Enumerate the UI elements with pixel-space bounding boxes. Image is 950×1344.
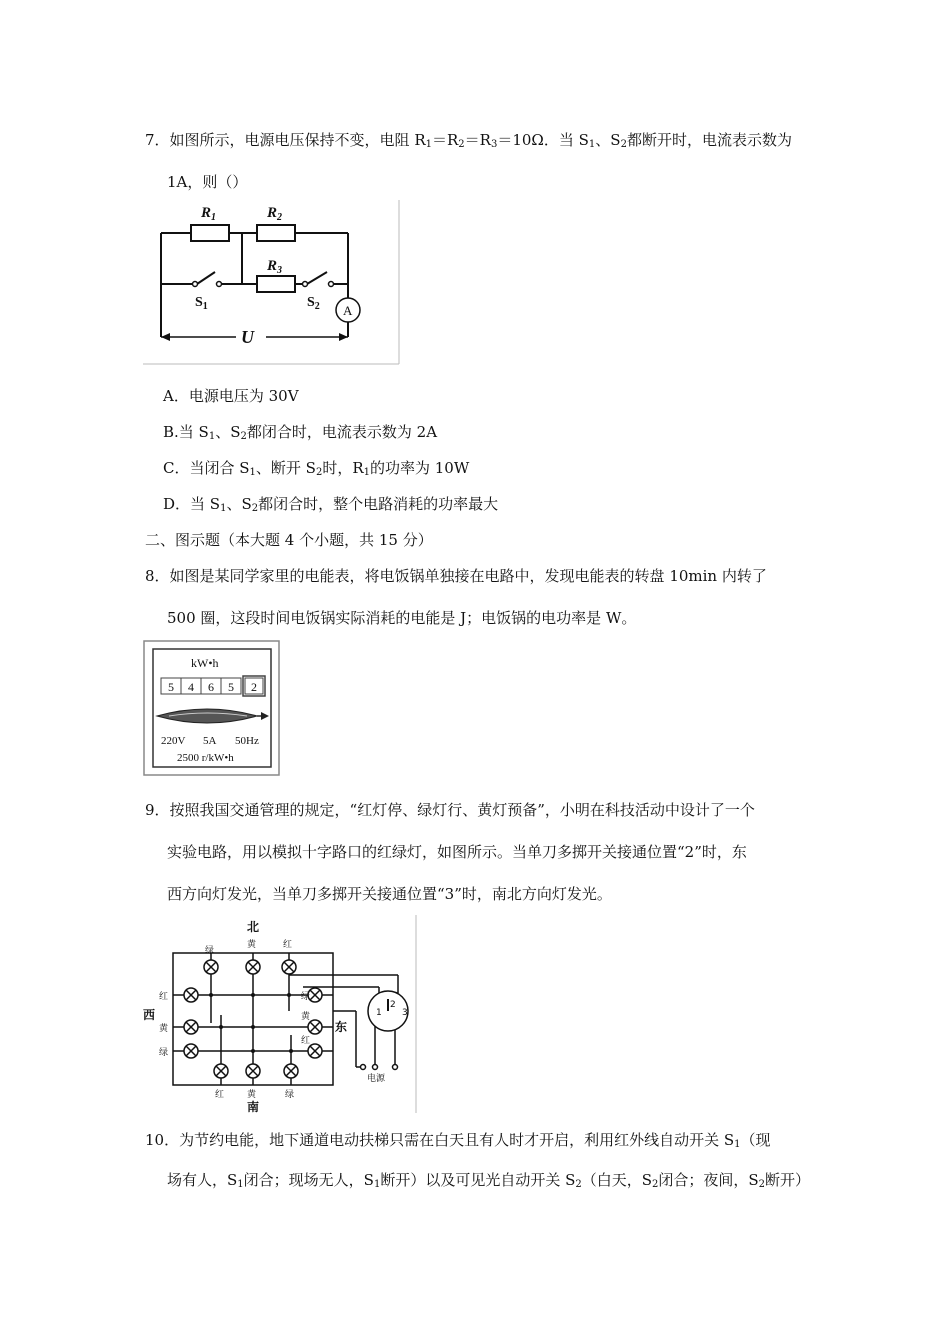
q7-stem-text: 7．如图所示，电源电压保持不变，电阻 R <box>145 131 426 149</box>
direction-north: 北 <box>247 920 260 934</box>
lamp-icon <box>204 960 218 974</box>
subscript: 1 <box>211 212 217 223</box>
subscript: 2 <box>620 139 627 150</box>
q7-stem-line1 <box>145 130 792 155</box>
svg-text:S1 <box>195 295 208 312</box>
lamp-label: 红 <box>283 940 293 950</box>
r3-label: R <box>267 258 278 274</box>
q10-text: 闭合；夜间，S <box>658 1171 759 1189</box>
lamp-label: 红 <box>301 1036 311 1046</box>
direction-west: 西 <box>143 1008 156 1022</box>
meter-unit: kW•h <box>191 656 219 670</box>
subscript: 1 <box>208 431 216 442</box>
subscript: 2 <box>758 1179 766 1190</box>
q10-text: 闭合；现场无人，S <box>243 1171 374 1189</box>
subscript: 2 <box>315 467 323 478</box>
subscript: 2 <box>314 301 320 312</box>
meter-digit: 5 <box>168 680 174 694</box>
q7-option-a: A．电源电压为 30V <box>163 387 299 405</box>
lamp-icon <box>184 988 198 1002</box>
q8-energy-meter <box>143 640 280 777</box>
s2-label: S <box>307 295 315 310</box>
meter-frequency: 50Hz <box>235 735 259 747</box>
q7-stem-line2: 1A，则（） <box>167 173 248 191</box>
lamp-label: 绿 <box>205 946 215 956</box>
lamp-label: 黄 <box>159 1024 169 1034</box>
option-text: 的功率为 10W <box>370 459 470 477</box>
r2-label: R <box>267 205 278 221</box>
q7-stem-text: 、S <box>595 131 621 149</box>
option-text: D．当 S <box>163 495 221 513</box>
option-text: 都闭合时，整个电路消耗的功率最大 <box>258 495 499 513</box>
lamp-icon <box>184 1020 198 1034</box>
meter-constant: 2500 r/kW•h <box>177 752 234 764</box>
subscript: 2 <box>652 1179 659 1190</box>
switch-position: 1 <box>376 1008 382 1018</box>
switch-position: 2 <box>390 1000 396 1010</box>
meter-digit: 5 <box>228 680 234 694</box>
q7-stem-text: 都断开时，电流表示数为 <box>626 131 792 149</box>
q7-option-b <box>163 422 437 447</box>
option-text: 、断开 S <box>255 459 316 477</box>
q10-text: 断开）以及可见光自动开关 S <box>380 1171 576 1189</box>
lamp-icon <box>308 988 322 1002</box>
lamp-icon <box>246 960 260 974</box>
q7-stem-text: ＝10Ω．当 S <box>497 131 589 149</box>
lamp-icon <box>282 960 296 974</box>
svg-text:R3 <box>266 258 282 276</box>
s1-label: S <box>195 295 203 310</box>
q8-line2: 500 圈，这段时间电饭锅实际消耗的电能是 J；电饭锅的电功率是 W。 <box>167 609 637 627</box>
q10-text: 场有人，S <box>167 1171 238 1189</box>
q10-text: 断开） <box>765 1171 811 1189</box>
q10-line2 <box>167 1170 810 1195</box>
lamp-label: 红 <box>215 1090 225 1100</box>
subscript: 1 <box>237 1179 244 1190</box>
subscript: 1 <box>220 503 227 514</box>
meter-current: 5A <box>203 735 217 747</box>
direction-east: 东 <box>335 1020 348 1034</box>
q7-option-d <box>163 494 498 519</box>
subscript: 1 <box>588 139 596 150</box>
q8-line1: 8．如图是某同学家里的电能表，将电饭锅单独接在电路中，发现电能表的转盘 10min 内转了 <box>145 567 767 585</box>
q9-line1: 9．按照我国交通管理的规定，“红灯停、绿灯行、黄灯预备”，小明在科技活动中设计了一个 <box>145 801 755 819</box>
switch-position: 3 <box>402 1008 408 1018</box>
lamp-label: 绿 <box>301 992 311 1002</box>
option-text: 、S <box>226 495 252 513</box>
r1-label: R <box>201 205 212 221</box>
q7-stem-text: ＝R <box>464 131 491 149</box>
lamp-label: 黄 <box>247 940 257 950</box>
q10-text: （白天，S <box>581 1171 653 1189</box>
q7-stem-text: ＝R <box>431 131 459 149</box>
option-text: 都闭合时，电流表示数为 2A <box>246 423 438 441</box>
voltage-label: U <box>241 327 254 347</box>
option-text: B.当 S <box>163 423 209 441</box>
q10-line1 <box>145 1130 771 1155</box>
meter-voltage: 220V <box>161 735 186 747</box>
option-text: 时，R <box>322 459 364 477</box>
power-source-label: 电源 <box>367 1074 386 1084</box>
meter-digit: 4 <box>188 680 194 694</box>
q10-text: （现 <box>740 1131 771 1149</box>
q7-option-c <box>163 458 469 483</box>
subscript: 1 <box>373 1179 381 1190</box>
q9-line2: 实验电路，用以模拟十字路口的红绿灯，如图所示。当单刀多掷开关接通位置“2”时，东 <box>167 843 747 861</box>
lamp-label: 绿 <box>159 1048 169 1058</box>
meter-digit: 2 <box>251 680 257 694</box>
q10-text: 10．为节约电能，地下通道电动扶梯只需在白天且有人时才开启，利用红外线自动开关 S <box>145 1131 735 1149</box>
option-text: 、S <box>215 423 241 441</box>
lamp-icon <box>246 1064 260 1078</box>
subscript: 2 <box>575 1179 582 1190</box>
q9-line3: 西方向灯发光，当单刀多掷开关接通位置“3”时，南北方向灯发光。 <box>167 885 612 903</box>
lamp-label: 黄 <box>301 1012 311 1022</box>
svg-text:R1 <box>200 205 216 223</box>
q7-circuit-diagram <box>143 200 403 368</box>
ammeter-label: A <box>343 303 353 318</box>
subscript: 1 <box>425 139 432 150</box>
meter-digit: 6 <box>208 680 214 694</box>
subscript: 2 <box>458 139 465 150</box>
direction-south: 南 <box>247 1100 260 1114</box>
svg-text:R2 <box>266 205 282 223</box>
lamp-label: 绿 <box>285 1090 295 1100</box>
lamp-icon <box>308 1044 322 1058</box>
lamp-label: 红 <box>159 992 169 1002</box>
subscript: 2 <box>240 431 247 442</box>
section-heading: 二、图示题（本大题 4 个小题，共 15 分） <box>145 531 433 549</box>
subscript: 2 <box>251 503 259 514</box>
subscript: 1 <box>734 1139 741 1150</box>
lamp-icon <box>284 1064 298 1078</box>
q9-traffic-light-diagram <box>143 915 421 1115</box>
lamp-icon <box>184 1044 198 1058</box>
lamp-label: 黄 <box>247 1090 257 1100</box>
subscript: 1 <box>202 301 208 312</box>
subscript: 1 <box>363 467 370 478</box>
lamp-icon <box>308 1020 322 1034</box>
svg-text:S2 <box>307 295 320 312</box>
option-text: C．当闭合 S <box>163 459 250 477</box>
subscript: 3 <box>490 139 498 150</box>
lamp-icon <box>214 1064 228 1078</box>
subscript: 3 <box>277 265 283 276</box>
subscript: 2 <box>277 212 283 223</box>
subscript: 1 <box>249 467 256 478</box>
